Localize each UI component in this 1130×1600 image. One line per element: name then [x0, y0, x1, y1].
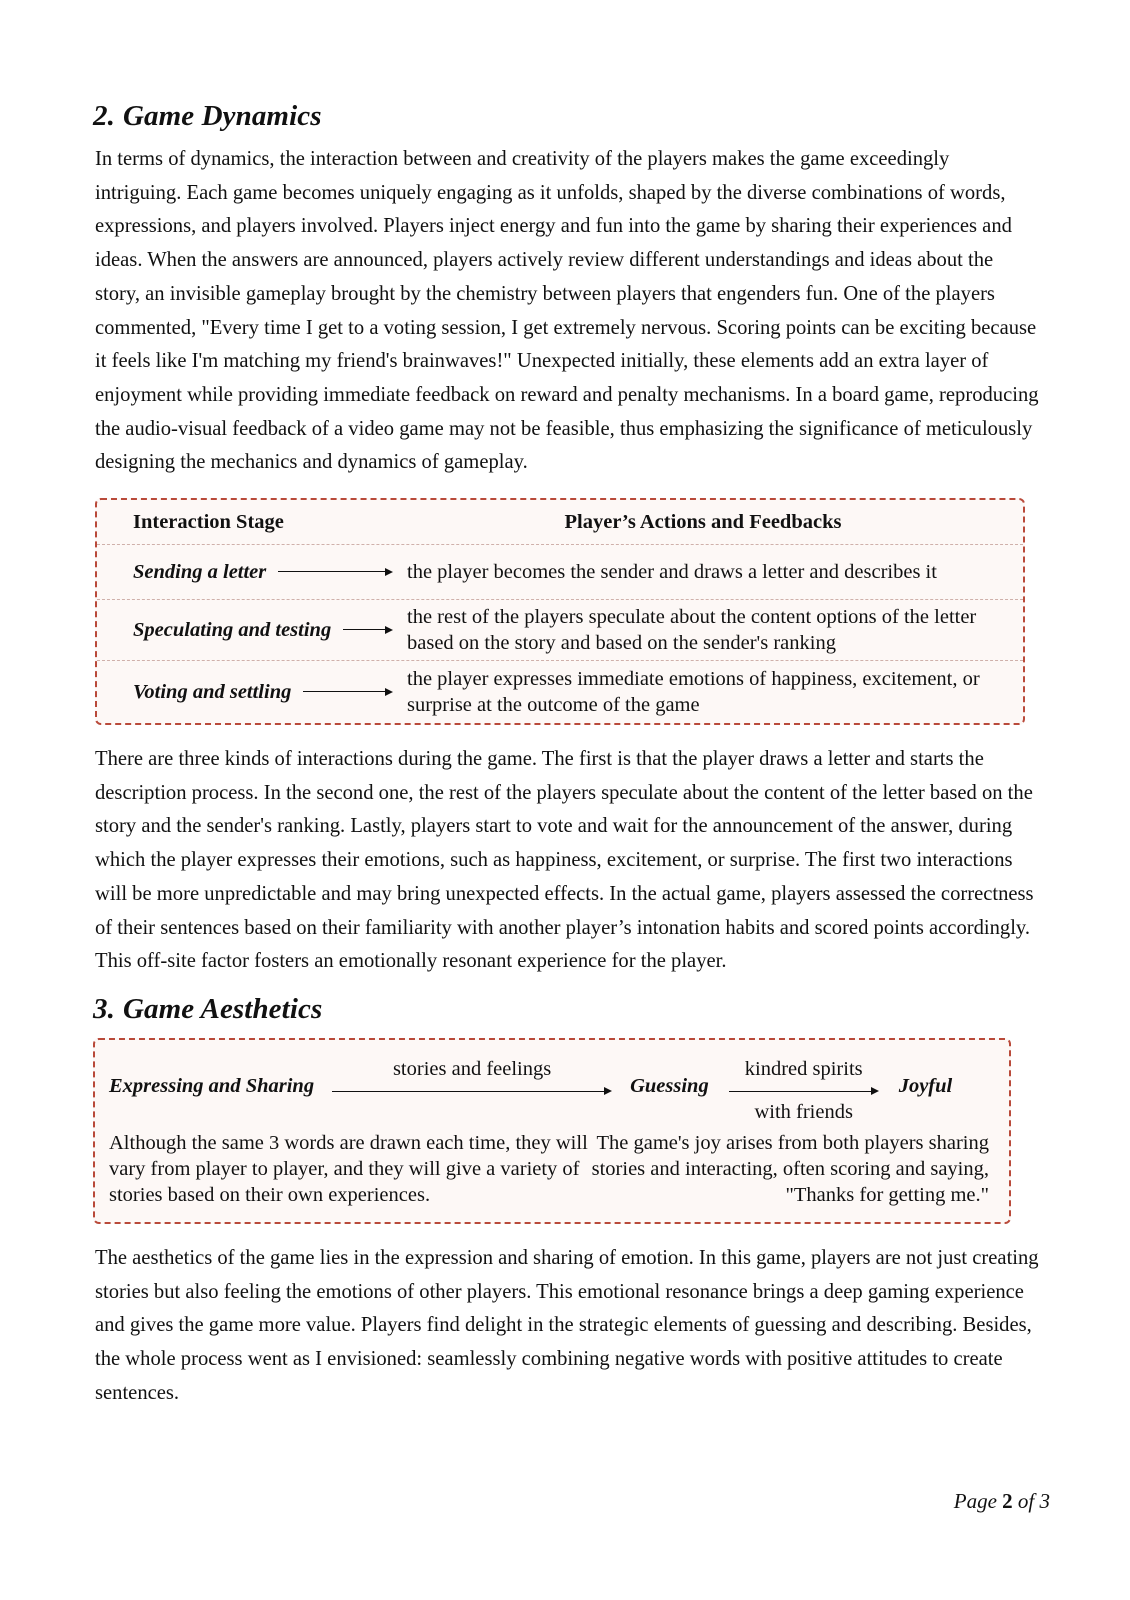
edge-label-bottom: with friends — [754, 1100, 853, 1123]
action-cell: the player becomes the sender and draws a letter and describes it — [407, 561, 937, 584]
action-cell: the player expresses immediate emotions of happiness, excitement, or surprise at the outcome of the game — [407, 668, 980, 717]
action-cell: the rest of the players speculate about the content options of the letter based on the story and based on the sender's ranking — [407, 606, 977, 655]
description-right: The game's joy arises from both players sharing stories and interacting, often scoring and saying, "Thanks for getting me." — [591, 1131, 989, 1206]
right-arrow-icon — [278, 566, 393, 578]
page-number — [954, 1489, 1050, 1514]
table-header-row — [97, 500, 1023, 545]
table-row — [97, 661, 1023, 723]
edge-label: stories and feelings — [392, 1057, 552, 1080]
right-arrow-icon — [729, 1086, 879, 1098]
page-total: 3 — [1039, 1489, 1050, 1513]
aesthetics-paragraph: The aesthetics of the game lies in the expression and sharing of emotion. In this game, players are not just creating stories but also feeling the emotions of other players. This emotional resonance brings a deep gaming experience and gives the game more value. Players find delight in the strategic elements of guessing and describing. Besides, the whole process went as I envisioned: seamlessly combining negative words with positive attitudes to create sentences. — [95, 1246, 1039, 1404]
page-prefix: Page — [953, 1489, 997, 1513]
page-current: 2 — [1002, 1489, 1013, 1513]
header-player-actions: Player’s Actions and Feedbacks — [564, 510, 842, 533]
header-interaction-stage: Interaction Stage — [133, 510, 284, 533]
section-title: Game Aesthetics — [122, 992, 323, 1025]
right-arrow-icon — [343, 624, 393, 636]
stage-cell — [97, 561, 407, 584]
flow-node-expressing: Expressing and Sharing — [109, 1075, 315, 1098]
document-page — [95, 100, 1040, 1410]
dynamics-paragraph-1: In terms of dynamics, the interaction between and creativity of the players makes the game exceedingly intriguing. Each game becomes uniquely engaging as it unfolds, shaped by the diverse combinations of words, expressions, and players involved. Players inject energy and fun into the game by sharing their experiences and ideas. When the answers are announced, players actively review different understandings and ideas about the story, an invisible gameplay brought by the chemistry between players that engenders fun. One of the players commented, "Every time I get to a voting session, I get extremely nervous. Scoring points can be exciting because it feels like I'm matching my friend's brainwaves!" Unexpected initially, these elements add an extra layer of enjoyment while providing immediate feedback on reward and penalty mechanisms. In a board game, reproducing the audio-visual feedback of a video game may not be feasible, thus emphasizing the significance of meticulously designing the mechanics and dynamics of gameplay. — [95, 148, 1039, 474]
section-heading-dynamics — [93, 100, 1040, 133]
section-number: 3. — [93, 992, 115, 1025]
flow-node-guessing: Guessing — [630, 1075, 709, 1098]
dynamics-paragraph-2: There are three kinds of interactions during the game. The first is that the player draws a letter and starts the description process. In the second one, the rest of the players speculate about the content of the letter based on the story and the sender's ranking. Lastly, players start to vote and wait for the announcement of the answer, during which the player expresses their emotions, such as happiness, excitement, or surprise. The first two interactions will be more unpredictable and may bring unexpected effects. In the actual game, players assessed the correctness of their sentences based on their familiarity with another player’s intonation habits and scored points accordingly. This off-site factor fosters an emotionally resonant experience for the player. — [95, 748, 1034, 973]
flow-row — [109, 1054, 989, 1123]
table-row — [97, 600, 1023, 661]
section-number: 2. — [93, 100, 115, 132]
right-arrow-icon — [303, 686, 393, 698]
flow-edge-1 — [332, 1054, 612, 1120]
right-arrow-icon — [332, 1086, 612, 1098]
flow-node-joyful: Joyful — [898, 1075, 953, 1098]
page-of: of — [1017, 1489, 1035, 1513]
flow-edge-2 — [729, 1054, 879, 1123]
interaction-table — [95, 498, 1025, 725]
stage-label: Voting and settling — [133, 680, 292, 703]
flow-descriptions — [109, 1130, 989, 1208]
description-left: Although the same 3 words are drawn each time, they will vary from player to player, and they will give a variety of stories based on their own experiences. — [109, 1131, 588, 1206]
aesthetics-flow-diagram — [93, 1038, 1011, 1224]
section-title: Game Dynamics — [122, 100, 322, 132]
section-heading-aesthetics — [93, 993, 1040, 1026]
edge-label-top: kindred spirits — [744, 1057, 863, 1080]
stage-cell — [97, 619, 407, 642]
stage-label: Speculating and testing — [133, 618, 332, 641]
stage-label: Sending a letter — [133, 560, 267, 583]
table-row — [97, 545, 1023, 600]
stage-cell — [97, 681, 407, 704]
